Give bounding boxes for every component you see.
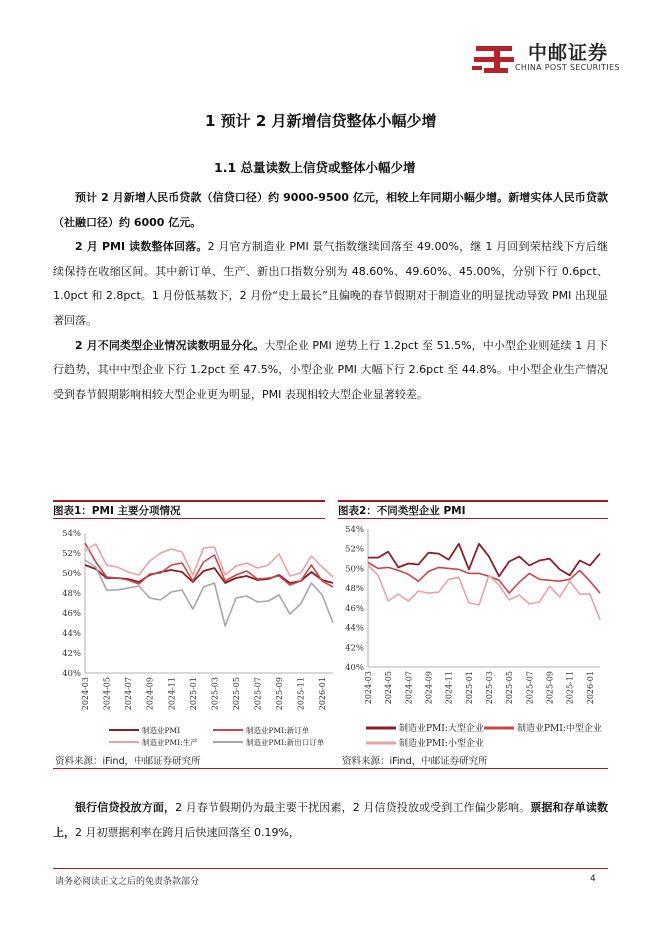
y-tick-label: 52% xyxy=(62,549,81,559)
y-tick-label: 40% xyxy=(62,669,81,679)
logo-cn-text: 中邮证券 xyxy=(528,42,609,64)
x-tick-label: 2024-11 xyxy=(444,671,454,705)
y-tick-label: 48% xyxy=(345,584,364,595)
paragraph-2-text: 2 月官方制造业 PMI 景气指数继续回落至 49.00%，继 1 月回到荣枯线下方后继续保持在收缩区间。其中新订单、生产、新出口指数分别为 48.60%、49.60%、45.00%，分别下行 0.6pct、1.0pct 和 2.8pct。1 月份低基数下，2 月份“史上最长”且偏晚的春节假期对于制造业的明显扰动导致 PMI 出现显著回落。 xyxy=(53,240,608,327)
body-text-continued xyxy=(53,796,608,845)
y-tick-label: 48% xyxy=(62,589,81,599)
y-tick-label: 54% xyxy=(345,525,364,535)
x-tick-label: 2025-03 xyxy=(485,671,495,705)
x-tick-label: 2026-01 xyxy=(585,671,595,705)
paragraph-2-lead: 2 月 PMI 读数整体回落。 xyxy=(75,240,208,254)
figure-2-source: 资料来源：iFind，中邮证券研究所 xyxy=(342,756,488,767)
chart-pmi-components xyxy=(53,522,338,752)
legend-label-2: 制造业PMI:新订单 xyxy=(246,726,310,735)
chart-pmi-by-enterprise-size xyxy=(338,522,608,752)
footer-divider xyxy=(53,868,608,869)
logo-en-text: CHINA POST SECURITIES xyxy=(515,63,620,72)
y-tick-label: 54% xyxy=(62,529,81,539)
x-tick-label: 2026-01 xyxy=(318,677,328,711)
x-tick-label: 2025-01 xyxy=(464,671,474,705)
paragraph-1-text: 预计 2 月新增人民币贷款（信贷口径）约 9000-9500 亿元，相较上年同期小幅少增。新增实体人民币贷款（社融口径）约 6000 亿元。 xyxy=(53,191,608,229)
paragraph-4-lead: 银行信贷投放方面， xyxy=(75,801,176,814)
x-tick-label: 2024-09 xyxy=(145,677,155,711)
x-tick-label: 2024-03 xyxy=(81,677,90,711)
x-tick-label: 2024-07 xyxy=(124,677,134,711)
x-tick-label: 2025-07 xyxy=(253,677,263,711)
legend-label-1: 制造业PMI:大型企业 xyxy=(399,724,484,734)
footer-disclaimer: 请务必阅读正文之后的免责条款部分 xyxy=(55,877,200,887)
legend-label-2: 制造业PMI:中型企业 xyxy=(517,724,602,734)
paragraph-4-text: 2 月春节假期仍为最主要干扰因素，2 月信贷投放或受到工作偏少影响。 xyxy=(175,801,531,814)
figure-1-source: 资料来源：iFind，中邮证券研究所 xyxy=(55,756,201,767)
x-tick-label: 2024-03 xyxy=(364,671,373,705)
y-tick-label: 46% xyxy=(345,603,364,614)
x-tick-label: 2024-05 xyxy=(102,677,112,711)
y-tick-label: 42% xyxy=(345,643,364,654)
x-tick-label: 2025-05 xyxy=(505,671,515,705)
figure-2-title: 图表2：不同类型企业 PMI xyxy=(338,500,608,519)
y-tick-label: 46% xyxy=(62,609,81,619)
x-tick-label: 2025-09 xyxy=(275,677,285,711)
figure-1-title: 图表1：PMI 主要分项情况 xyxy=(53,500,325,519)
paragraph-2 xyxy=(53,235,608,333)
page-number: 4 xyxy=(590,874,596,884)
section-heading: 1 预计 2 月新增信贷整体小幅少增 xyxy=(205,112,437,130)
x-tick-label: 2025-07 xyxy=(525,671,535,705)
y-tick-label: 50% xyxy=(62,569,81,579)
x-tick-label: 2024-09 xyxy=(424,671,434,705)
body-text xyxy=(53,186,608,407)
paragraph-4 xyxy=(53,796,608,845)
x-tick-label: 2025-11 xyxy=(565,671,575,705)
y-tick-label: 44% xyxy=(62,629,81,639)
series-line-2 xyxy=(85,543,333,587)
x-tick-label: 2025-03 xyxy=(210,677,220,711)
legend-label-3: 制造业PMI:小型企业 xyxy=(399,739,484,749)
paragraph-3 xyxy=(53,334,608,408)
china-post-logo-icon xyxy=(470,38,518,78)
legend-label-3: 制造业PMI:生产 xyxy=(142,738,198,747)
x-tick-label: 2025-09 xyxy=(545,671,555,705)
paragraph-3-text: 大型企业 PMI 逆势上行 1.2pct 至 51.5%，中小型企业则延续 1 月下行趋势，其中中型企业下行 1.2pct 至 47.5%，小型企业 PMI 大幅下行 2.6pct 至 44.8%。中小型企业生产情况受到春节假期影响相较大型企业更为明显，PMI 表现相较大型企业显著较差。 xyxy=(53,338,608,401)
y-tick-label: 42% xyxy=(62,649,81,659)
legend-label-4: 制造业PMI:新出口订单 xyxy=(246,738,325,747)
x-tick-label: 2025-05 xyxy=(231,677,241,711)
paragraph-4-text-2: 2 月初票据利率在跨月后快速回落至 0.19%， xyxy=(75,825,300,839)
x-tick-label: 2025-01 xyxy=(188,677,198,711)
paragraph-4-lead-2: 票据和存单读数上， xyxy=(53,801,608,839)
y-tick-label: 52% xyxy=(345,544,364,555)
x-tick-label: 2024-05 xyxy=(384,671,394,705)
series-line-3 xyxy=(85,544,333,577)
paragraph-3-lead: 2 月不同类型企业情况读数明显分化。 xyxy=(75,338,265,352)
y-tick-label: 40% xyxy=(345,663,364,673)
figure-divider xyxy=(53,768,608,769)
subsection-heading: 1.1 总量读数上信贷或整体小幅少增 xyxy=(214,160,416,175)
y-tick-label: 44% xyxy=(345,623,364,634)
x-tick-label: 2025-11 xyxy=(296,677,306,711)
y-tick-label: 50% xyxy=(345,564,364,575)
legend-label-1: 制造业PMI xyxy=(142,726,181,735)
x-tick-label: 2024-07 xyxy=(404,671,414,705)
x-tick-label: 2024-11 xyxy=(167,677,177,711)
paragraph-1 xyxy=(53,186,608,235)
